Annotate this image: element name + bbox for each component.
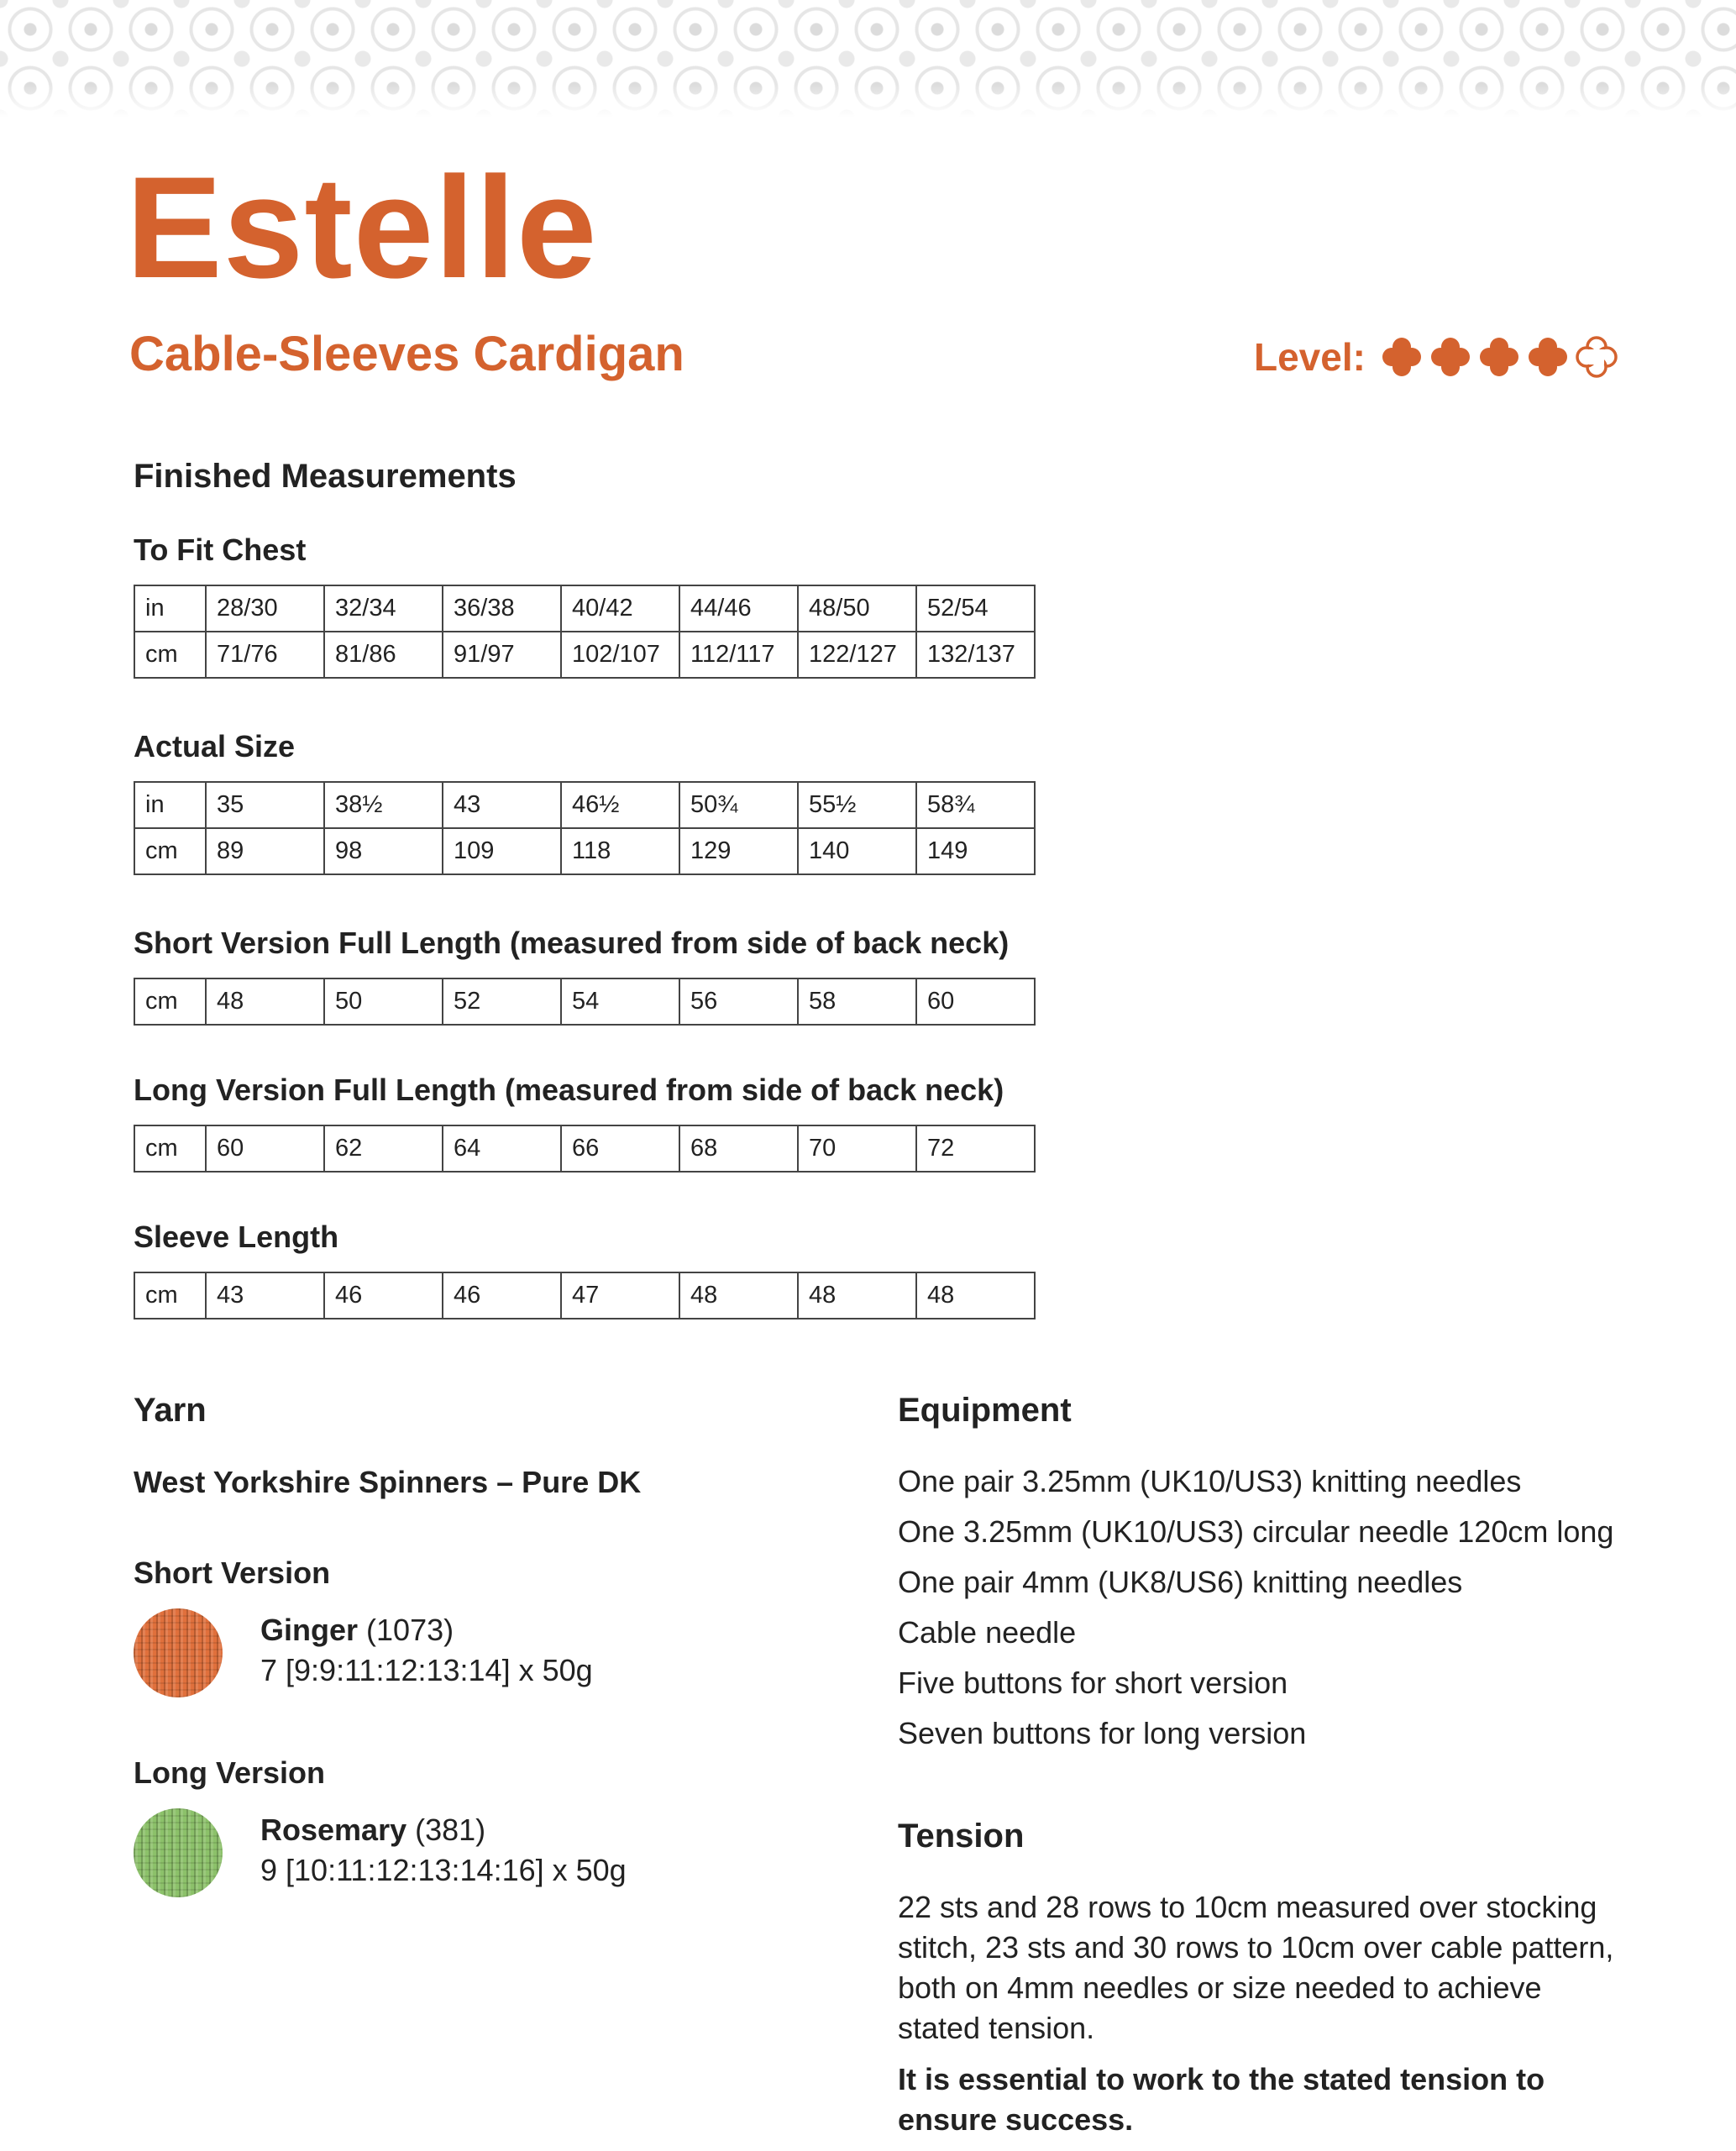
size-cell: 52 xyxy=(443,978,561,1025)
size-cell: 60 xyxy=(916,978,1035,1025)
actual-size-table xyxy=(134,781,1036,875)
long-version-heading: Long Version xyxy=(134,1755,326,1790)
unit-cell: cm xyxy=(134,828,206,874)
size-cell: 72 xyxy=(916,1125,1035,1172)
size-cell: 36/38 xyxy=(443,585,561,632)
size-cell: 118 xyxy=(561,828,679,874)
actual-size-heading: Actual Size xyxy=(134,729,296,763)
size-cell: 58¾ xyxy=(916,782,1035,828)
size-cell: 48 xyxy=(679,1272,798,1319)
size-cell: 122/127 xyxy=(798,632,916,678)
size-cell: 58 xyxy=(798,978,916,1025)
unit-cell: cm xyxy=(134,1272,206,1319)
long-length-table xyxy=(134,1125,1036,1173)
unit-cell: in xyxy=(134,782,206,828)
long-yarn-info xyxy=(260,1810,627,1891)
size-cell: 62 xyxy=(324,1125,443,1172)
level-filled-icon xyxy=(1429,336,1471,378)
equipment-item: Cable needle xyxy=(898,1615,1077,1650)
level-icons xyxy=(1381,336,1624,378)
unit-cell: cm xyxy=(134,1125,206,1172)
equipment-item: One pair 4mm (UK8/US6) knitting needles xyxy=(898,1565,1463,1599)
size-cell: 28/30 xyxy=(206,585,324,632)
tension-heading: Tension xyxy=(898,1818,1025,1855)
sleeve-length-heading: Sleeve Length xyxy=(134,1220,339,1254)
table-row xyxy=(134,585,1035,632)
ginger-yarn-swatch-icon xyxy=(134,1608,223,1697)
short-yarn-quantity: 7 [9:9:11:12:13:14] x 50g xyxy=(260,1653,593,1687)
size-cell: 70 xyxy=(798,1125,916,1172)
level-label: Level: xyxy=(1254,335,1366,379)
size-cell: 109 xyxy=(443,828,561,874)
short-yarn-info xyxy=(260,1610,593,1691)
table-row xyxy=(134,1272,1035,1319)
equipment-item: One pair 3.25mm (UK10/US3) knitting needles xyxy=(898,1464,1522,1498)
size-cell: 89 xyxy=(206,828,324,874)
table-row xyxy=(134,782,1035,828)
long-length-heading: Long Version Full Length (measured from side of back neck) xyxy=(134,1073,1004,1107)
short-yarn-color: Ginger xyxy=(260,1613,359,1647)
size-cell: 91/97 xyxy=(443,632,561,678)
equipment-heading: Equipment xyxy=(898,1392,1072,1429)
size-cell: 44/46 xyxy=(679,585,798,632)
size-cell: 102/107 xyxy=(561,632,679,678)
size-cell: 50¾ xyxy=(679,782,798,828)
size-cell: 43 xyxy=(206,1272,324,1319)
size-cell: 68 xyxy=(679,1125,798,1172)
to-fit-chest-table xyxy=(134,585,1036,679)
size-cell: 71/76 xyxy=(206,632,324,678)
pattern-title: Estelle xyxy=(126,147,598,308)
size-cell: 48 xyxy=(798,1272,916,1319)
long-yarn-code: (381) xyxy=(415,1813,486,1847)
decorative-header-band xyxy=(0,0,1736,118)
size-cell: 55½ xyxy=(798,782,916,828)
equipment-list xyxy=(898,1456,1696,1759)
size-cell: 38½ xyxy=(324,782,443,828)
yarn-heading: Yarn xyxy=(134,1392,207,1429)
size-cell: 140 xyxy=(798,828,916,874)
size-cell: 35 xyxy=(206,782,324,828)
size-cell: 50 xyxy=(324,978,443,1025)
table-row xyxy=(134,1125,1035,1172)
size-cell: 129 xyxy=(679,828,798,874)
size-cell: 48/50 xyxy=(798,585,916,632)
table-row xyxy=(134,828,1035,874)
to-fit-chest-heading: To Fit Chest xyxy=(134,533,307,567)
size-cell: 98 xyxy=(324,828,443,874)
difficulty-level xyxy=(1254,334,1624,380)
rosemary-yarn-swatch-icon xyxy=(134,1808,223,1897)
pattern-subtitle: Cable-Sleeves Cardigan xyxy=(129,327,684,381)
size-cell: 52/54 xyxy=(916,585,1035,632)
measurements-heading: Finished Measurements xyxy=(134,458,517,495)
size-cell: 48 xyxy=(206,978,324,1025)
unit-cell: cm xyxy=(134,632,206,678)
size-cell: 46 xyxy=(443,1272,561,1319)
short-yarn-code: (1073) xyxy=(366,1613,454,1647)
size-cell: 48 xyxy=(916,1272,1035,1319)
long-yarn-quantity: 9 [10:11:12:13:14:16] x 50g xyxy=(260,1853,627,1887)
size-cell: 66 xyxy=(561,1125,679,1172)
size-cell: 43 xyxy=(443,782,561,828)
equipment-item: Seven buttons for long version xyxy=(898,1716,1307,1750)
short-version-heading: Short Version xyxy=(134,1556,331,1590)
size-cell: 46 xyxy=(324,1272,443,1319)
size-cell: 64 xyxy=(443,1125,561,1172)
table-row xyxy=(134,978,1035,1025)
table-row xyxy=(134,632,1035,678)
unit-cell: in xyxy=(134,585,206,632)
size-cell: 46½ xyxy=(561,782,679,828)
equipment-item: Five buttons for short version xyxy=(898,1666,1288,1700)
short-length-table xyxy=(134,978,1036,1026)
size-cell: 54 xyxy=(561,978,679,1025)
level-empty-icon xyxy=(1576,336,1618,378)
size-cell: 149 xyxy=(916,828,1035,874)
sleeve-length-table xyxy=(134,1272,1036,1319)
size-cell: 112/117 xyxy=(679,632,798,678)
size-cell: 81/86 xyxy=(324,632,443,678)
tension-note: It is essential to work to the stated tension to ensure success. xyxy=(898,2062,1545,2137)
short-length-heading: Short Version Full Length (measured from side of back neck) xyxy=(134,926,1010,960)
equipment-item: One 3.25mm (UK10/US3) circular needle 120cm long xyxy=(898,1514,1614,1549)
level-filled-icon xyxy=(1527,336,1569,378)
level-filled-icon xyxy=(1381,336,1423,378)
size-cell: 32/34 xyxy=(324,585,443,632)
tension-text: 22 sts and 28 rows to 10cm measured over stocking stitch, 23 sts and 30 rows to 10cm over cable pattern, both on 4mm needles or size needed to achieve stated tension. xyxy=(898,1890,1614,2045)
unit-cell: cm xyxy=(134,978,206,1025)
size-cell: 56 xyxy=(679,978,798,1025)
size-cell: 60 xyxy=(206,1125,324,1172)
long-yarn-color: Rosemary xyxy=(260,1813,407,1847)
size-cell: 40/42 xyxy=(561,585,679,632)
level-filled-icon xyxy=(1478,336,1520,378)
yarn-brand: West Yorkshire Spinners – Pure DK xyxy=(134,1465,642,1499)
size-cell: 132/137 xyxy=(916,632,1035,678)
size-cell: 47 xyxy=(561,1272,679,1319)
